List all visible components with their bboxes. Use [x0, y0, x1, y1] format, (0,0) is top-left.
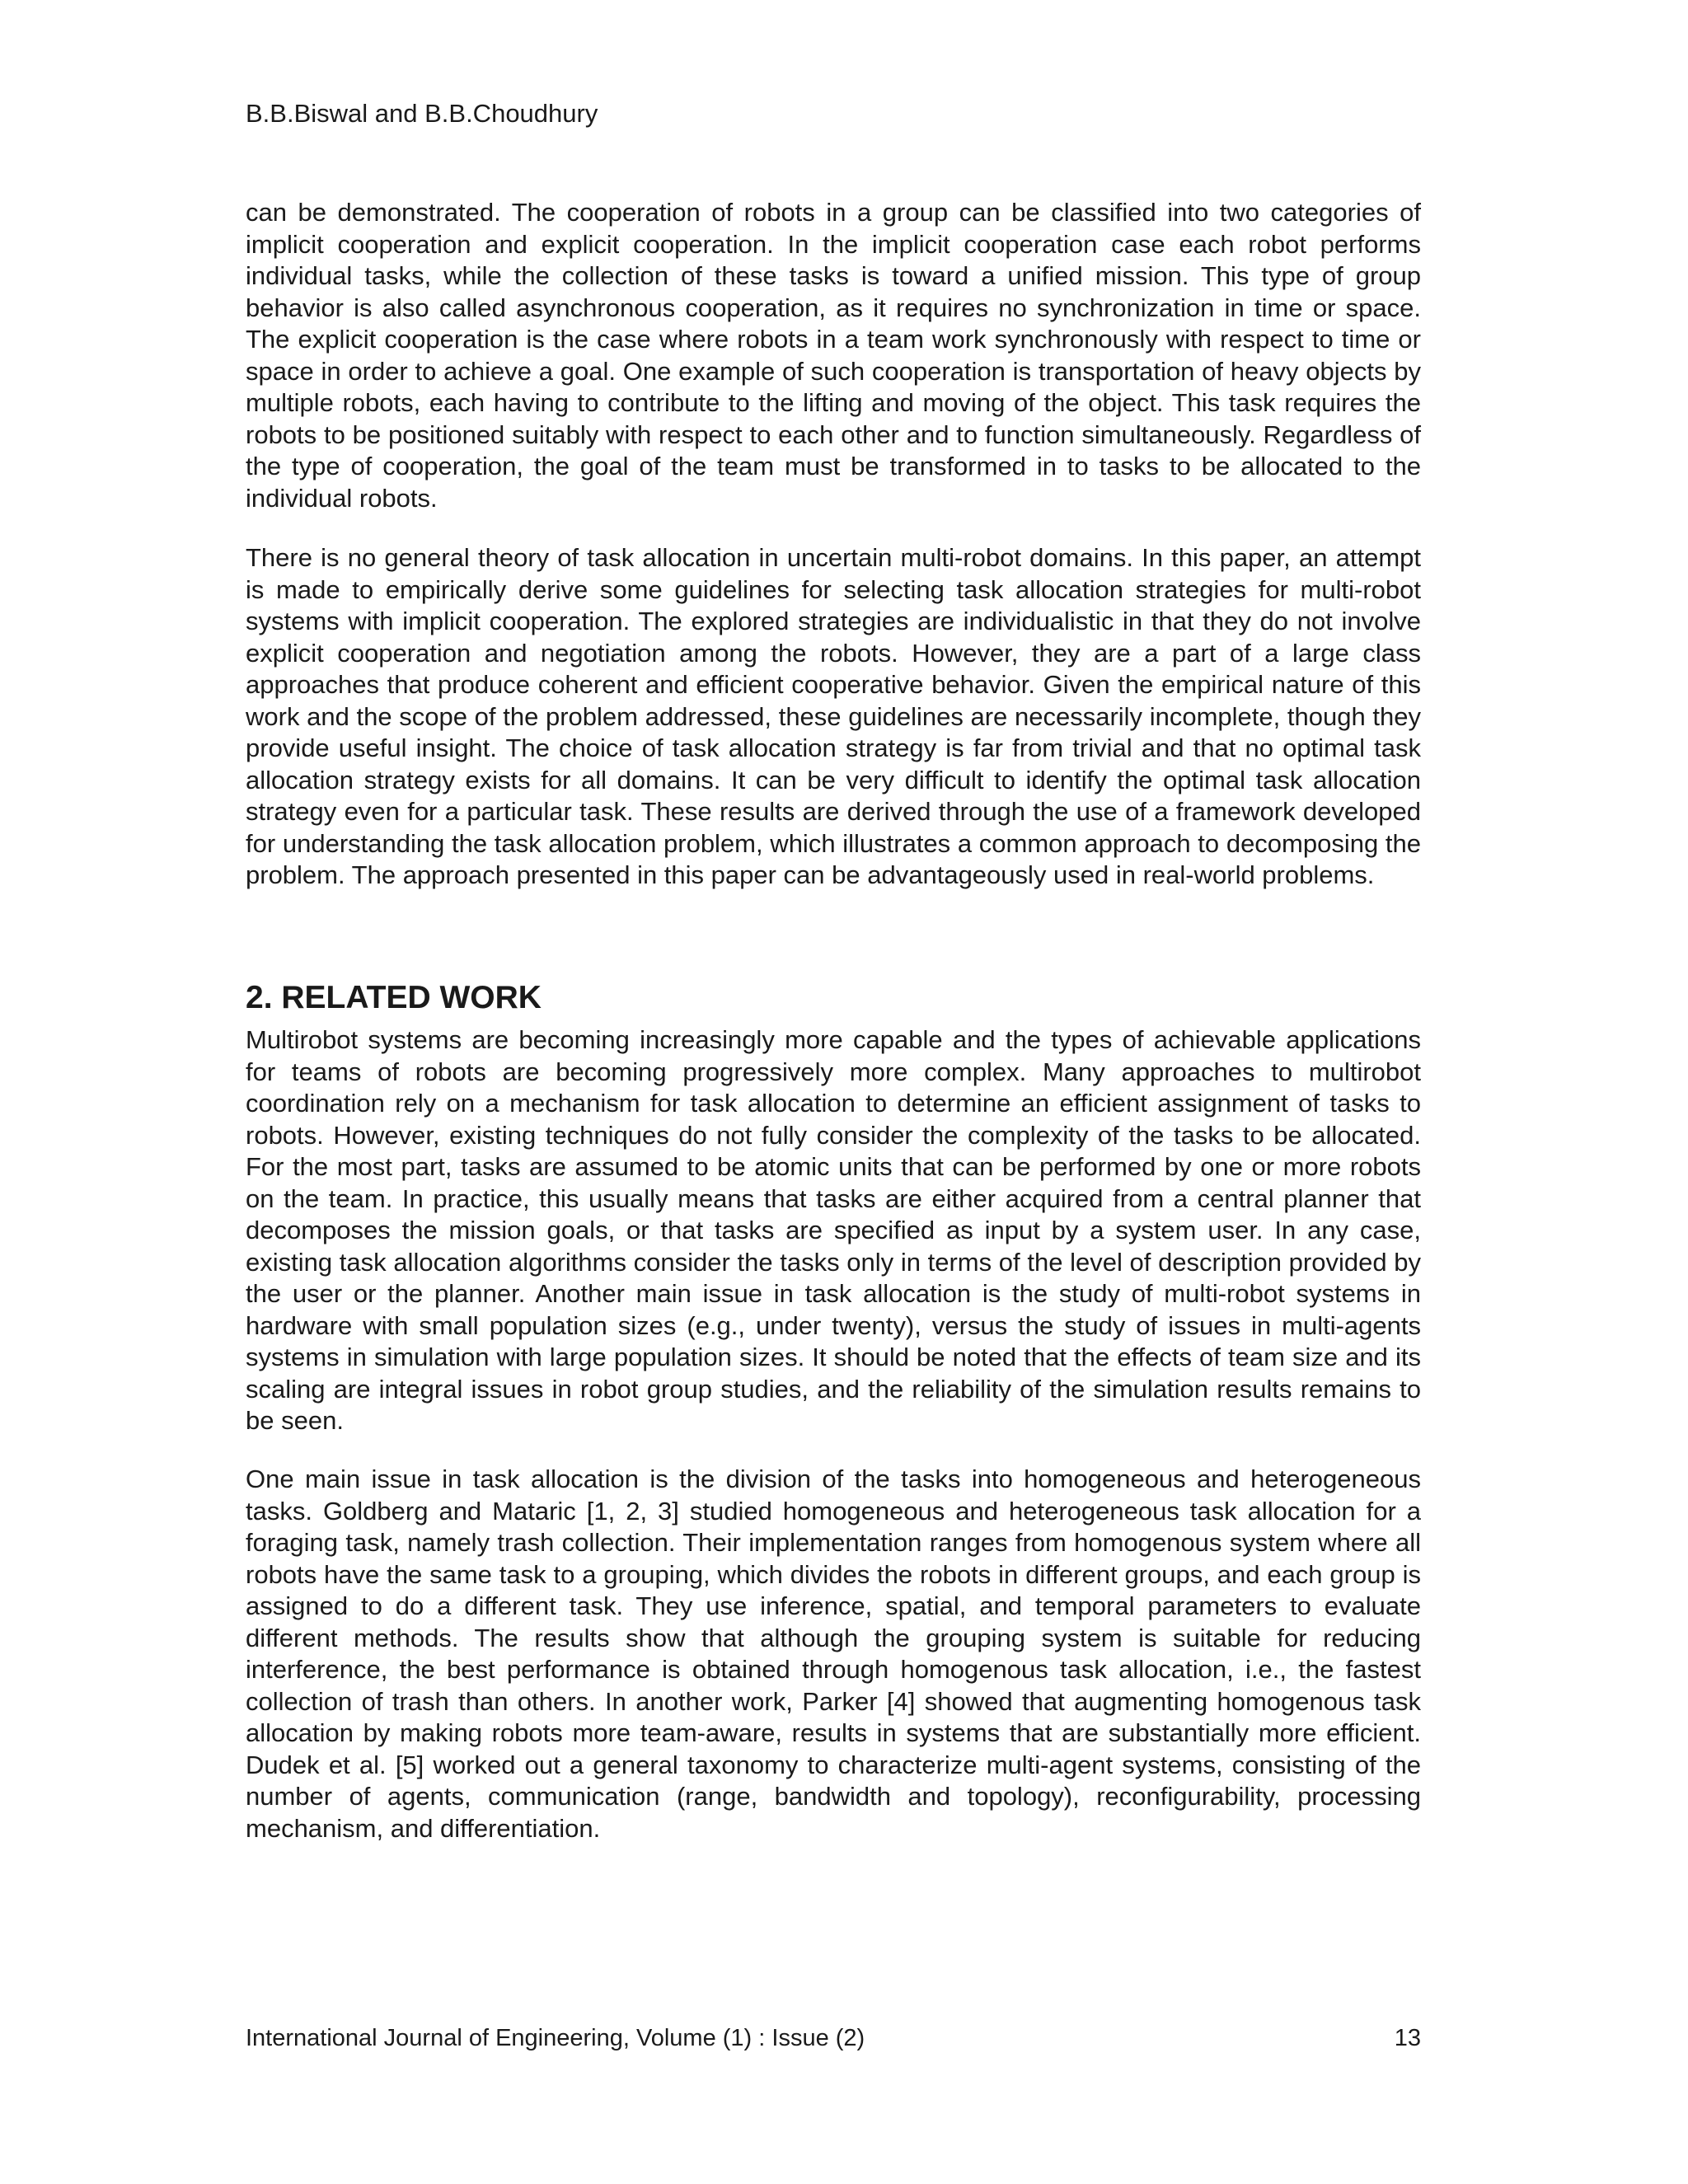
related-work-paragraph-2: One main issue in task allocation is the division of the tasks into homogeneous and heterogeneous tasks. Goldberg and Mataric [1, 2, 3] studied homogeneous and heterogeneous task allocation for a foraging task, namely trash collection. Their implementation ranges from homogenous system where all robots have the same task to a grouping, which divides the robots in different groups, and each group is assigned to do a different task. They use inference, spatial, and temporal parameters to evaluate different methods. The results show that although the grouping system is suitable for reducing interference, the best performance is obtained through homogenous task allocation, i.e., the fastest collection of trash than others. In another work, Parker [4] showed that augmenting homogenous task allocation by making robots more team-aware, results in systems that are substantially more efficient. Dudek et al. [5] worked out a general taxonomy to characterize multi-agent systems, consisting of the number of agents, communication (range, bandwidth and topology), reconfigurability, processing mechanism, and differentiation.: [246, 1465, 1421, 1843]
footer-journal-info: International Journal of Engineering, Volume (1) : Issue (2): [246, 2025, 865, 2051]
page-number: 13: [1394, 2025, 1421, 2051]
running-header-authors: B.B.Biswal and B.B.Choudhury: [246, 99, 598, 128]
section-heading-related-work: 2. RELATED WORK: [246, 980, 542, 1015]
body-paragraph-1: can be demonstrated. The cooperation of robots in a group can be classified into two categories of implicit cooperation and explicit cooperation. In the implicit cooperation case each robot performs individual tasks, while the collection of these tasks is toward a unified mission. This type of group behavior is also called asynchronous cooperation, as it requires no synchronization in time or space. The explicit cooperation is the case where robots in a team work synchronously with respect to time or space in order to achieve a goal. One example of such cooperation is transportation of heavy objects by multiple robots, each having to contribute to the lifting and moving of the object. This task requires the robots to be positioned suitably with respect to each other and to function simultaneously. Regardless of the type of cooperation, the goal of the team must be transformed in to tasks to be allocated to the individual robots.: [246, 198, 1421, 513]
related-work-paragraph-1: Multirobot systems are becoming increasingly more capable and the types of achievable applications for teams of robots are becoming progressively more complex. Many approaches to multirobot coordination rely on a mechanism for task allocation to determine an efficient assignment of tasks to robots. However, existing techniques do not fully consider the complexity of the tasks to be allocated. For the most part, tasks are assumed to be atomic units that can be performed by one or more robots on the team. In practice, this usually means that tasks are either acquired from a central planner that decomposes the mission goals, or that tasks are specified as input by a system user. In any case, existing task allocation algorithms consider the tasks only in terms of the level of description provided by the user or the planner. Another main issue in task allocation is the study of multi-robot systems in hardware with small population sizes (e.g., under twenty), versus the study of issues in multi-agents systems in simulation with large population sizes. It should be noted that the effects of team size and its scaling are integral issues in robot group studies, and the reliability of the simulation results remains to be seen.: [246, 1025, 1421, 1435]
body-paragraph-2: There is no general theory of task allocation in uncertain multi-robot domains. In this paper, an attempt is made to empirically derive some guidelines for selecting task allocation strategies for multi-robot systems with implicit cooperation. The explored strategies are individualistic in that they do not involve explicit cooperation and negotiation among the robots. However, they are a part of a large class approaches that produce coherent and efficient cooperative behavior. Given the empirical nature of this work and the scope of the problem addressed, these guidelines are necessarily incomplete, though they provide useful insight. The choice of task allocation strategy is far from trivial and that no optimal task allocation strategy exists for all domains. It can be very difficult to identify the optimal task allocation strategy even for a particular task. These results are derived through the use of a framework developed for understanding the task allocation problem, which illustrates a common approach to decomposing the problem. The approach presented in this paper can be advantageously used in real-world problems.: [246, 543, 1421, 889]
page-footer: [246, 2022, 1421, 2054]
